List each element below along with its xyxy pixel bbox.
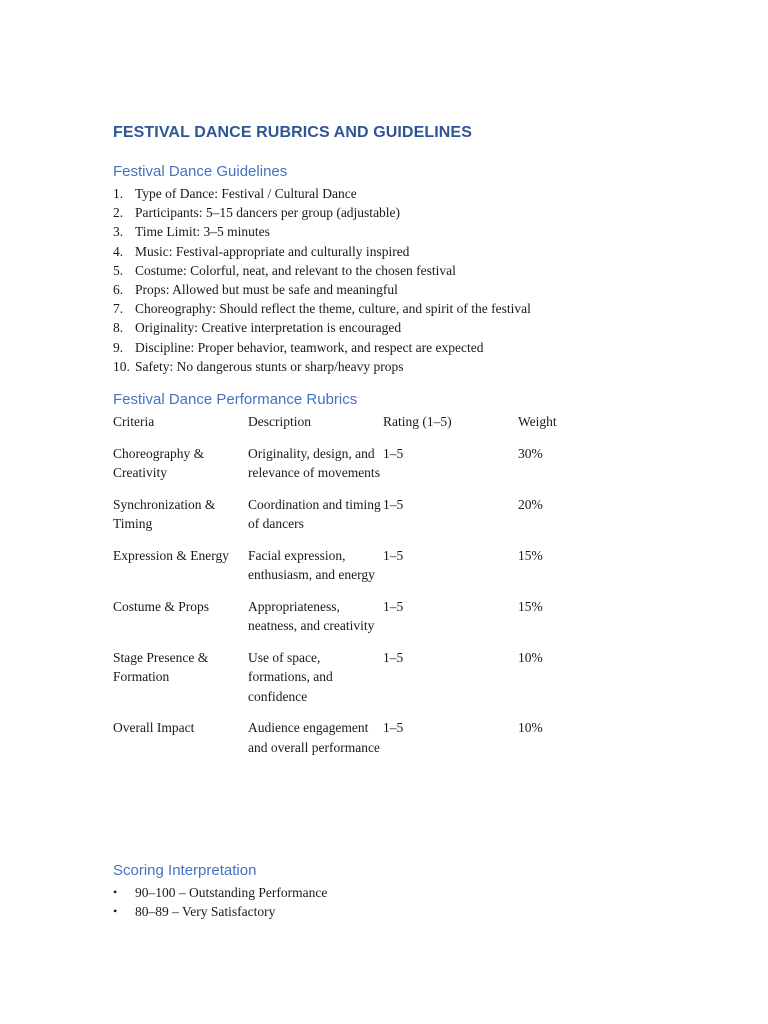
list-text: Participants: 5–15 dancers per group (adjustable) <box>135 205 401 221</box>
table-row <box>113 648 588 719</box>
table-row <box>113 495 588 546</box>
list-number: 3. <box>113 224 124 240</box>
rubrics-table <box>113 412 588 769</box>
cell-rating: 1–5 <box>383 445 404 461</box>
cell-description: Appropriateness, neatness, and creativity <box>248 598 375 633</box>
cell-criteria: Expression & Energy <box>113 547 229 563</box>
bullet-icon: • <box>113 885 118 899</box>
cell-criteria: Choreography & Creativity <box>113 445 205 480</box>
list-item <box>113 184 673 203</box>
list-item <box>113 883 613 902</box>
list-item <box>113 299 673 318</box>
list-item <box>113 338 673 357</box>
list-number: 2. <box>113 205 124 221</box>
cell-weight: 30% <box>518 445 543 461</box>
guidelines-list <box>113 184 673 376</box>
list-item <box>113 222 673 241</box>
list-item <box>113 902 613 921</box>
column-header-description: Description <box>248 414 311 429</box>
cell-description: Use of space, formations, and confidence <box>248 649 333 704</box>
column-header-criteria: Criteria <box>113 414 155 429</box>
cell-rating: 1–5 <box>383 496 404 512</box>
list-text: Costume: Colorful, neat, and relevant to the chosen festival <box>135 262 456 278</box>
column-header-rating: Rating (1–5) <box>383 414 452 429</box>
list-number: 8. <box>113 320 124 336</box>
table-row <box>113 546 588 597</box>
guidelines-heading: Festival Dance Guidelines <box>113 163 288 180</box>
table-row <box>113 718 588 769</box>
cell-rating: 1–5 <box>383 720 404 735</box>
list-number: 4. <box>113 243 124 259</box>
cell-weight: 20% <box>518 496 543 512</box>
list-number: 1. <box>113 186 124 201</box>
cell-weight: 15% <box>518 547 543 563</box>
cell-weight: 10% <box>518 649 543 665</box>
list-number: 6. <box>113 282 124 298</box>
cell-weight: 15% <box>518 598 543 614</box>
list-number: 10. <box>113 358 130 374</box>
document-title: FESTIVAL DANCE RUBRICS AND GUIDELINES <box>113 124 472 141</box>
list-text: Props: Allowed but must be safe and meaningful <box>135 282 398 298</box>
cell-criteria: Stage Presence & Formation <box>113 649 209 684</box>
table-header-row <box>113 412 588 444</box>
cell-rating: 1–5 <box>383 547 404 563</box>
cell-rating: 1–5 <box>383 649 404 665</box>
list-text: Time Limit: 3–5 minutes <box>135 224 270 240</box>
list-text: Discipline: Proper behavior, teamwork, and respect are expected <box>135 339 484 355</box>
cell-description: Audience engagement and overall performance <box>248 720 380 755</box>
list-item <box>113 203 673 222</box>
list-text: 90–100 – Outstanding Performance <box>135 885 328 900</box>
scoring-list <box>113 883 613 921</box>
rubrics-heading: Festival Dance Performance Rubrics <box>113 391 358 408</box>
list-number: 7. <box>113 301 124 317</box>
cell-description: Originality, design, and relevance of movements <box>248 445 380 480</box>
list-text: Choreography: Should reflect the theme, culture, and spirit of the festival <box>135 301 531 317</box>
scoring-heading: Scoring Interpretation <box>113 862 257 879</box>
list-text: Originality: Creative interpretation is encouraged <box>135 320 402 336</box>
list-item <box>113 357 673 376</box>
table-row <box>113 597 588 648</box>
column-header-weight: Weight <box>518 414 557 429</box>
cell-criteria: Synchronization & Timing <box>113 496 216 531</box>
list-text: 80–89 – Very Satisfactory <box>135 904 276 920</box>
cell-description: Coordination and timing of dancers <box>248 496 381 531</box>
list-number: 9. <box>113 339 124 355</box>
list-text: Type of Dance: Festival / Cultural Dance <box>135 186 357 201</box>
cell-description: Facial expression, enthusiasm, and energy <box>248 547 375 582</box>
cell-rating: 1–5 <box>383 598 404 614</box>
cell-weight: 10% <box>518 720 543 735</box>
list-item <box>113 242 673 261</box>
list-item <box>113 318 673 337</box>
bullet-icon: • <box>113 904 118 919</box>
cell-criteria: Overall Impact <box>113 720 195 735</box>
table-row <box>113 444 588 495</box>
list-number: 5. <box>113 262 124 278</box>
list-item <box>113 280 673 299</box>
list-text: Safety: No dangerous stunts or sharp/heavy props <box>135 358 404 374</box>
cell-criteria: Costume & Props <box>113 598 210 614</box>
list-item <box>113 261 673 280</box>
list-text: Music: Festival-appropriate and culturally inspired <box>135 243 410 259</box>
